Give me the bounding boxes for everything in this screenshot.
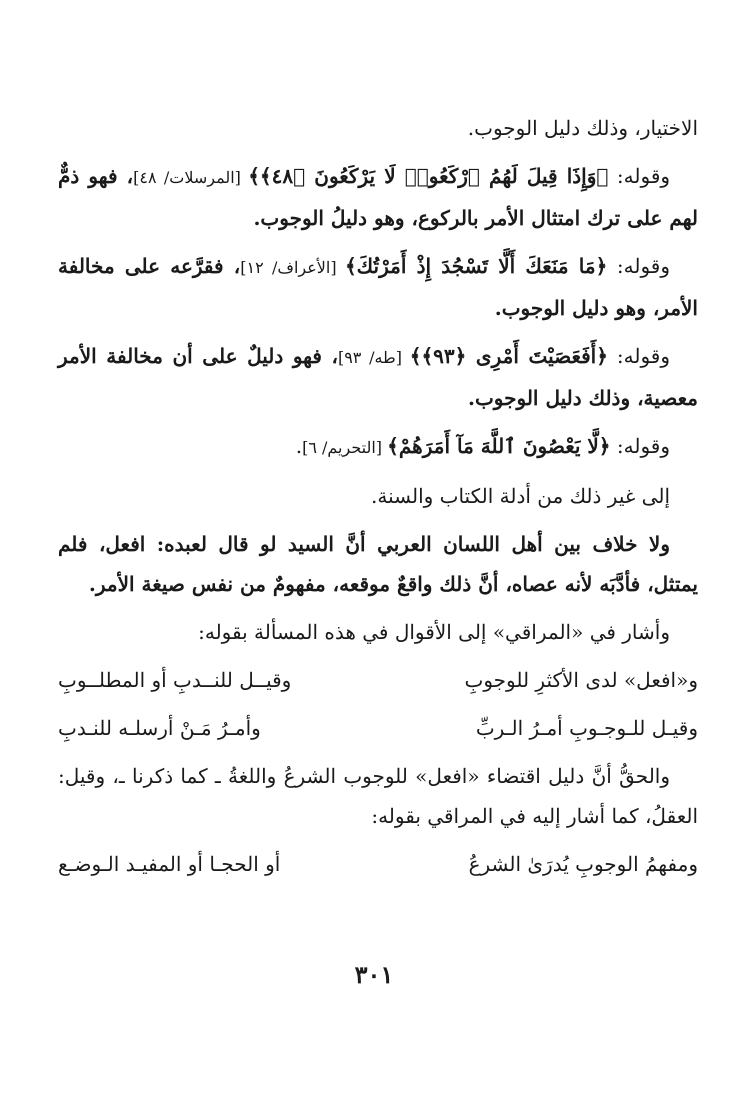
paragraph-text: ، فقرَّعه على مخالفة الأمر، وهو دليل الوجوب. xyxy=(58,254,698,320)
poem-hemistich-left: أو الحجـا أو المفيـد الـوضـع xyxy=(58,852,281,876)
paragraph-7 xyxy=(58,524,698,604)
paragraph-text: . xyxy=(295,434,303,458)
paragraph-text: ولا خلاف بين أهل اللسان العربي أنَّ السيد لو قال لعبده: افعل، فلم يمتثل، فأدَّبَه لأنه عصاه، أنَّ ذلك واقعٌ موقعه، مفهومٌ من نفس صيغة الأمر. xyxy=(58,532,698,596)
verse-reference: [طه/ ٩٣] xyxy=(337,348,410,367)
paragraph-text: وأشار في «المراقي» إلى الأقوال في هذه المسألة بقوله: xyxy=(198,620,670,644)
paragraph-4 xyxy=(58,336,698,418)
poem-verse-1 xyxy=(58,660,698,700)
quran-verse: ﴿مَا مَنَعَكَ أَلَّا تَسْجُدَ إِذْ أَمَرْتُكَ﴾ xyxy=(344,254,608,278)
poem-hemistich-right: و«افعل» لدى الأكثرِ للوجوبِ xyxy=(464,668,698,692)
quote-intro: وقوله: xyxy=(607,344,671,368)
paragraph-text: والحقُّ أنَّ دليل اقتضاء «افعل» للوجوب الشرعُ واللغةُ ـ كما ذكرنا ـ، وقيل: العقلُ، كما أشار إليه في المراقي بقوله: xyxy=(58,764,698,828)
poem-hemistich-left: وقيــل للنــدبِ أو المطلــوبِ xyxy=(58,668,292,692)
verse-reference: [الأعراف/ ١٢] xyxy=(240,258,345,277)
paragraph-8 xyxy=(58,612,698,652)
poem-verse-2 xyxy=(58,708,698,748)
quran-verse: ﴿وَإِذَا قِيلَ لَهُمُ ٱرْكَعُوا۟ لَا يَرْكَعُونَ ﴿٤٨﴾﴾ xyxy=(248,164,609,188)
paragraph-text: الاختيار، وذلك دليل الوجوب. xyxy=(467,116,698,140)
quran-verse: ﴿أَفَعَصَيْتَ أَمْرِى ﴿٩٣﴾﴾ xyxy=(409,344,608,368)
quote-intro: وقوله: xyxy=(610,434,670,458)
quote-intro: وقوله: xyxy=(608,164,671,188)
paragraph-text: ، فهو دليلٌ على أن مخالفة الأمر معصية، وذلك دليل الوجوب. xyxy=(58,344,698,410)
quote-intro: وقوله: xyxy=(607,254,671,278)
poem-verse-3 xyxy=(58,844,698,884)
paragraph-3 xyxy=(58,246,698,328)
paragraph-6 xyxy=(58,476,698,516)
quran-verse: ﴿لَّا يَعْصُونَ ٱللَّهَ مَآ أَمَرَهُمْ﴾ xyxy=(387,434,611,458)
paragraph-text: ، فهو ذمٌّ لهم على ترك امتثال الأمر بالركوع، وهو دليلُ الوجوب. xyxy=(58,164,698,230)
verse-reference: [التحريم/ ٦] xyxy=(302,438,388,457)
poem-hemistich-right: وقيـل للـوجـوبِ أمـرُ الـربِّ xyxy=(475,716,698,740)
paragraph-1 xyxy=(58,108,698,148)
paragraph-2 xyxy=(58,156,698,238)
page-number: ٣٠١ xyxy=(354,960,394,989)
paragraph-9 xyxy=(58,756,698,836)
verse-reference: [المرسلات/ ٤٨] xyxy=(133,168,249,187)
paragraph-5 xyxy=(58,426,698,468)
paragraph-text: إلى غير ذلك من أدلة الكتاب والسنة. xyxy=(371,484,670,508)
poem-hemistich-right: ومفهمُ الوجوبِ يُدرَىٰ الشرعُ xyxy=(468,852,698,876)
poem-hemistich-left: وأمـرُ مَـنْ أرسلـه للنـدبِ xyxy=(58,716,261,740)
page-body xyxy=(58,108,698,892)
